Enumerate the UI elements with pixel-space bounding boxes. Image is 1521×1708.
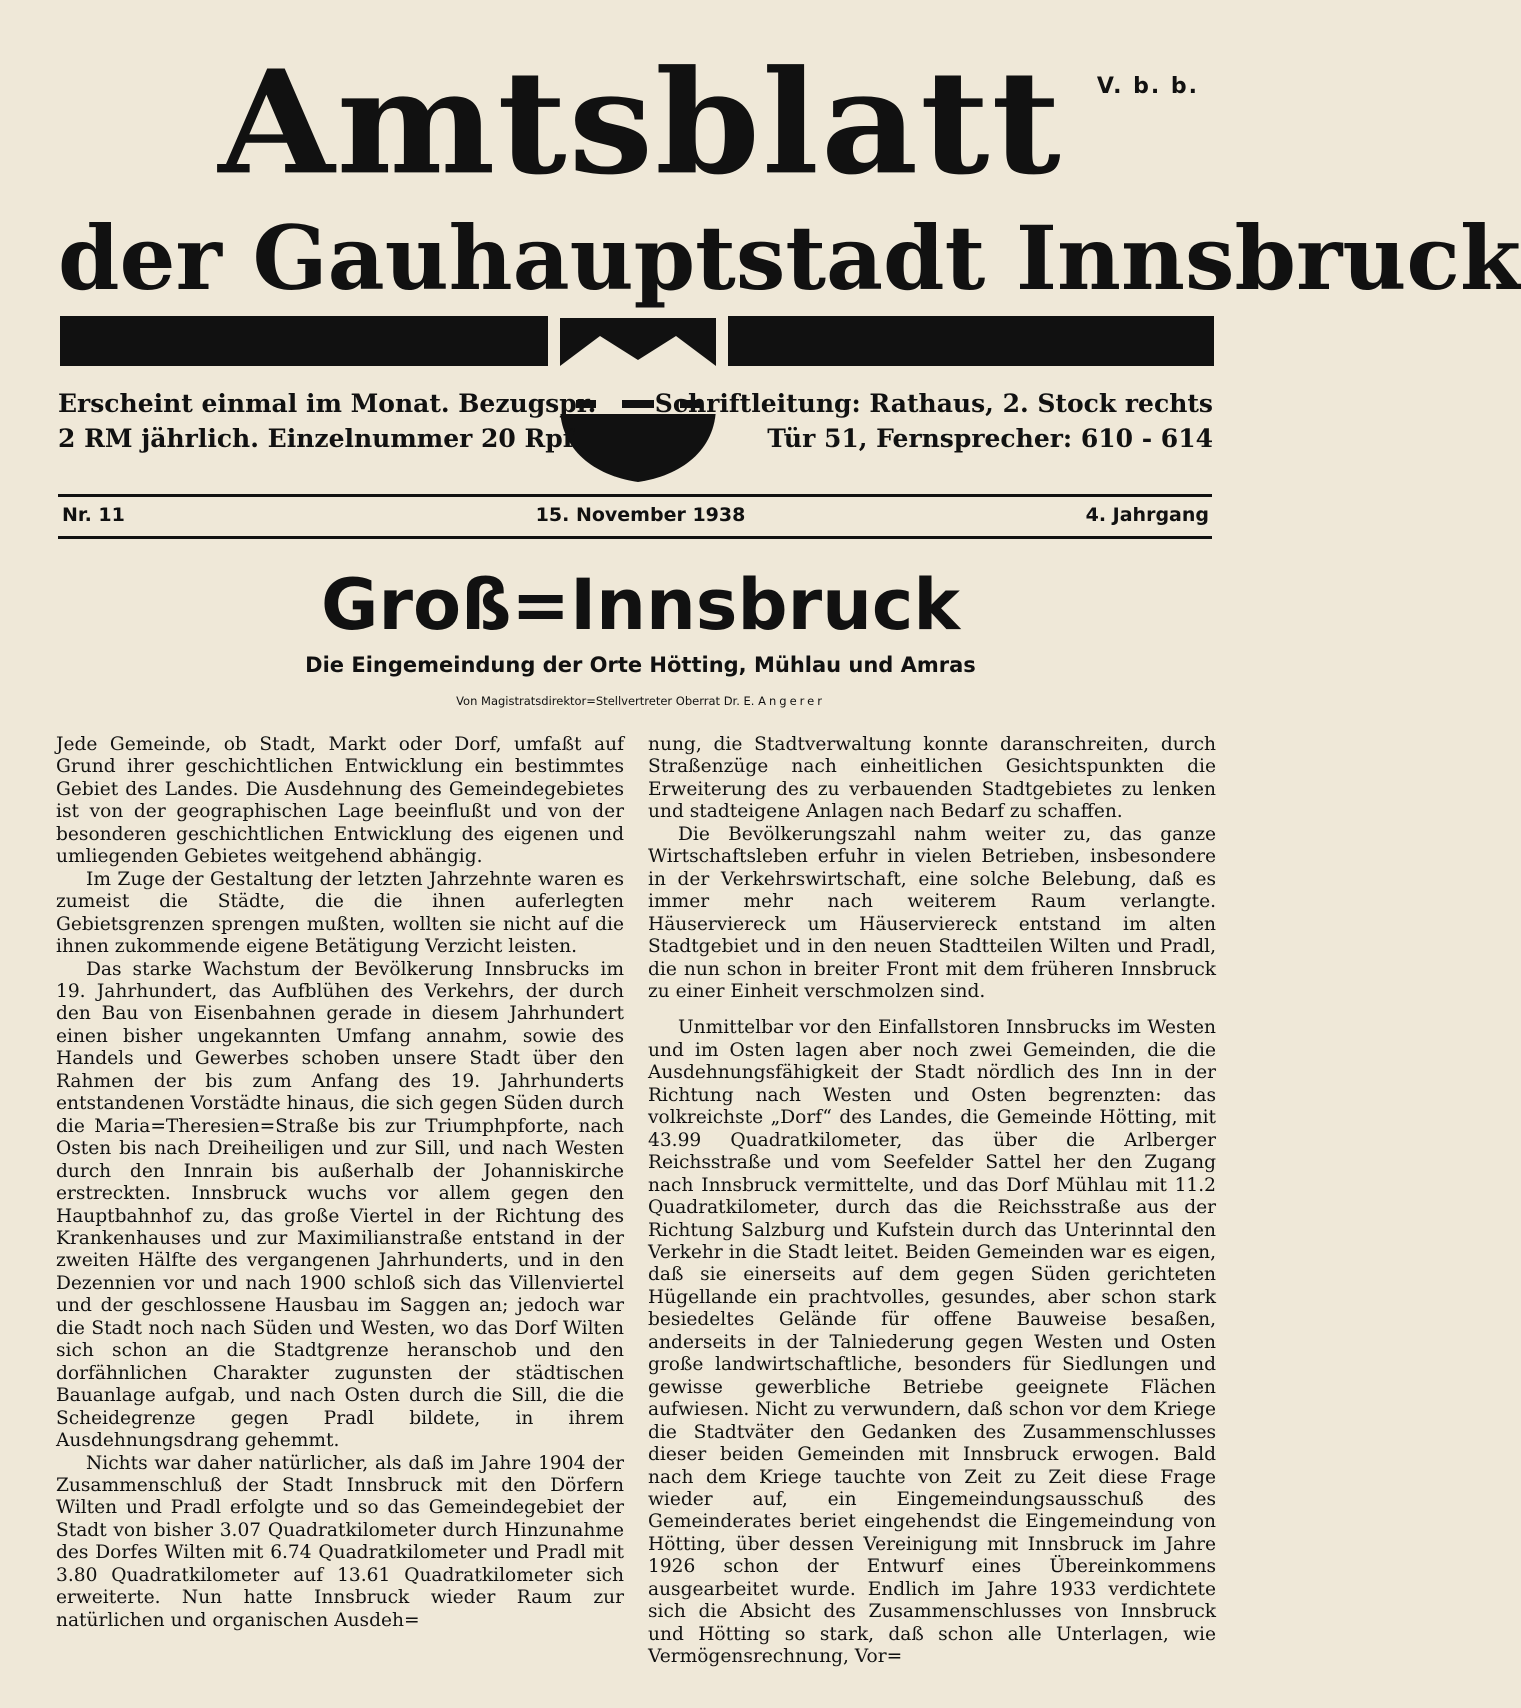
article-subheadline: Die Eingemeindung der Orte Hötting, Mühlau und Amras — [305, 653, 976, 677]
masthead-title: Amtsblatt — [218, 39, 1063, 207]
paragraph: Nichts war daher natürlicher, als daß im Jahre 1904 der Zusammenschluß der Stadt Innsbruck mit den Dörfern Wilten und Pradl erfolgte und so das Gemeindegebiet der Stadt von bisher 3.07 Quadratkilometer durch Hinzunahme des Dorfes Wilten mit 6.74 Quadratkilometer und Pradl mit 3.80 Quadratkilometer auf 13.61 Quadratkilometer sich erweiterte. Nun hatte Innsbruck wieder Raum zur natürlichen und organischen Ausdeh= — [56, 1452, 624, 1631]
paragraph: Unmittelbar vor den Einfallstoren Innsbrucks im Westen und im Osten lagen aber noch zwei Gemeinden, die die Ausdehnungsfähigkeit der Stadt nördlich des Inn in der Richtung nach Westen und Osten begrenzten: das volkreichste „Dorf“ des Landes, die Gemeinde Hötting, mit 43.99 Quadratkilometer, das über die Arlberger Reichsstraße und vom Seefelder Sattel her den Zugang nach Innsbruck vermittelte, und das Dorf Mühlau mit 11.2 Quadratkilometer, durch das die Reichsstraße aus der Richtung Salzburg und Kufstein durch das Unterinntal den Verkehr in die Stadt leitet. Beiden Gemeinden war es eigen, daß sie einerseits auf dem gegen Süden gerichteten Hügellande ein prachtvolles, gesundes, aber schon stark besiedeltes Gelände für offene Bauweise besaßen, anderseits in der Talniederung gegen Westen und Osten große landwirtschaftliche, besonders für Siedlungen und gewisse gewerbliche Betriebe geeignete Flächen aufwiesen. Nicht zu verwundern, daß schon vor dem Kriege die Stadtväter den Gedanken des Zusammenschlusses dieser beiden Gemeinden mit Innsbruck erwogen. Bald nach dem Kriege tauchte von Zeit zu Zeit diese Frage wieder auf, ein Eingemeindungsausschuß des Gemeinderates beriet eingehendst die Eingemeindung von Hötting, über dessen Vereinigung mit Innsbruck im Jahre 1926 schon der Entwurf eines Übereinkommens ausgearbeitet wurde. Endlich im Jahre 1933 verdichtete sich die Absicht des Zusammenschlusses von Innsbruck und Hötting so stark, daß schon alle Unterlagen, wie Vermögensrechnung, Vor= — [648, 1017, 1216, 1668]
masthead-subtitle: der Gauhauptstadt Innsbruck — [58, 206, 1521, 310]
article-column-right — [648, 734, 1216, 1669]
paragraph: Das starke Wachstum der Bevölkerung Innsbrucks im 19. Jahrhundert, das Aufblühen des Verkehrs, der durch den Bau von Eisenbahnen gerade in diesem Jahrhundert einen bisher ungekannten Umfang annahm, sowie des Handels und Gewerbes schoben unsere Stadt über den Rahmen der bis zum Anfang des 19. Jahrhunderts entstandenen Vorstädte hinaus, die sich gegen Süden durch die Maria=Theresien=Straße bis zur Triumphpforte, nach Osten bis nach Dreiheiligen und zur Sill, und nach Westen durch den Innrain bis außerhalb der Johanniskirche erstreckten. Innsbruck wuchs vor allem gegen den Hauptbahnhof zu, das große Viertel in der Richtung des Krankenhauses und zur Maximilianstraße entstand in der zweiten Hälfte des vergangenen Jahrhunderts, und in den Dezennien vor und nach 1900 schloß sich das Villenviertel und der geschlossene Hausbau im Saggen an; jedoch war die Stadt noch nach Süden und Westen, wo das Dorf Wilten sich schon an die Stadtgrenze heranschob und den dorfähnlichen Charakter zugunsten der städtischen Bauanlage aufgab, und nach Osten durch die Sill, die die Scheidegrenze gegen Pradl bildete, in ihrem Ausdehnungsdrang gehemmt. — [56, 958, 624, 1452]
masthead-bar-right — [728, 316, 1214, 366]
issue-volume: 4. Jahrgang — [1085, 504, 1209, 526]
issue-rule-bottom — [58, 536, 1212, 539]
subscription-info — [58, 386, 596, 456]
byline-name: Angerer — [758, 694, 825, 708]
article-column-left — [56, 734, 624, 1632]
article-byline — [0, 694, 1281, 708]
paragraph: Im Zuge der Gestaltung der letzten Jahrzehnte waren es zumeist die Städte, die die ihnen auferlegten Gebietsgrenzen sprengen mußten, wollten sie nicht auf die ihnen zukommende eigene Betätigung Verzicht leisten. — [56, 868, 624, 958]
byline-prefix: Von Magistratsdirektor=Stellvertreter Oberrat Dr. E. — [456, 694, 755, 708]
paragraph: nung, die Stadtverwaltung konnte daranschreiten, durch Straßenzüge nach einheitlichen Gesichtspunkten die Erweiterung des zu verbauenden Stadtgebietes zu lenken und stadteigene Anlagen nach Bedarf zu schaffen. — [648, 734, 1216, 823]
issue-date: 15. November 1938 — [535, 504, 746, 526]
subscription-line-2: 2 RM jährlich. Einzelnummer 20 Rpf. — [58, 424, 582, 453]
paragraph: Jede Gemeinde, ob Stadt, Markt oder Dorf, umfaßt auf Grund ihrer geschichtlichen Entwicklung ein bestimmtes Gebiet des Landes. Die Ausdehnung des Gemeindegebietes ist von der geographischen Lage beeinflußt und von der besonderen geschichtlichen Entwicklung des eigenen und umliegenden Gebietes weitgehend abhängig. — [56, 734, 624, 868]
subscription-line-1: Erscheint einmal im Monat. Bezugspr. — [58, 389, 597, 418]
editorial-line-1: Schriftleitung: Rathaus, 2. Stock rechts — [654, 389, 1213, 418]
article-headline: Groß=Innsbruck — [321, 564, 960, 646]
masthead-bar-left — [60, 316, 548, 366]
paragraph: Die Bevölkerungszahl nahm weiter zu, das ganze Wirtschaftsleben erfuhr in vielen Betrieben, insbesondere in der Verkehrswirtschaft, eine solche Belebung, daß es immer mehr nach weiterem Raum verlangte. Häuserviereck um Häuserviereck entstand im alten Stadtgebiet und in den neuen Stadtteilen Wilten und Pradl, die nun schon in breiter Front mit dem früheren Innsbruck zu einer Einheit verschmolzen sind. — [648, 823, 1216, 1002]
issue-rule-top — [58, 494, 1212, 497]
issue-number: Nr. 11 — [62, 504, 125, 526]
corner-mark: V. b. b. — [1096, 74, 1199, 99]
editorial-office-info — [655, 386, 1213, 456]
editorial-line-2: Tür 51, Fernsprecher: 610 - 614 — [767, 424, 1213, 453]
